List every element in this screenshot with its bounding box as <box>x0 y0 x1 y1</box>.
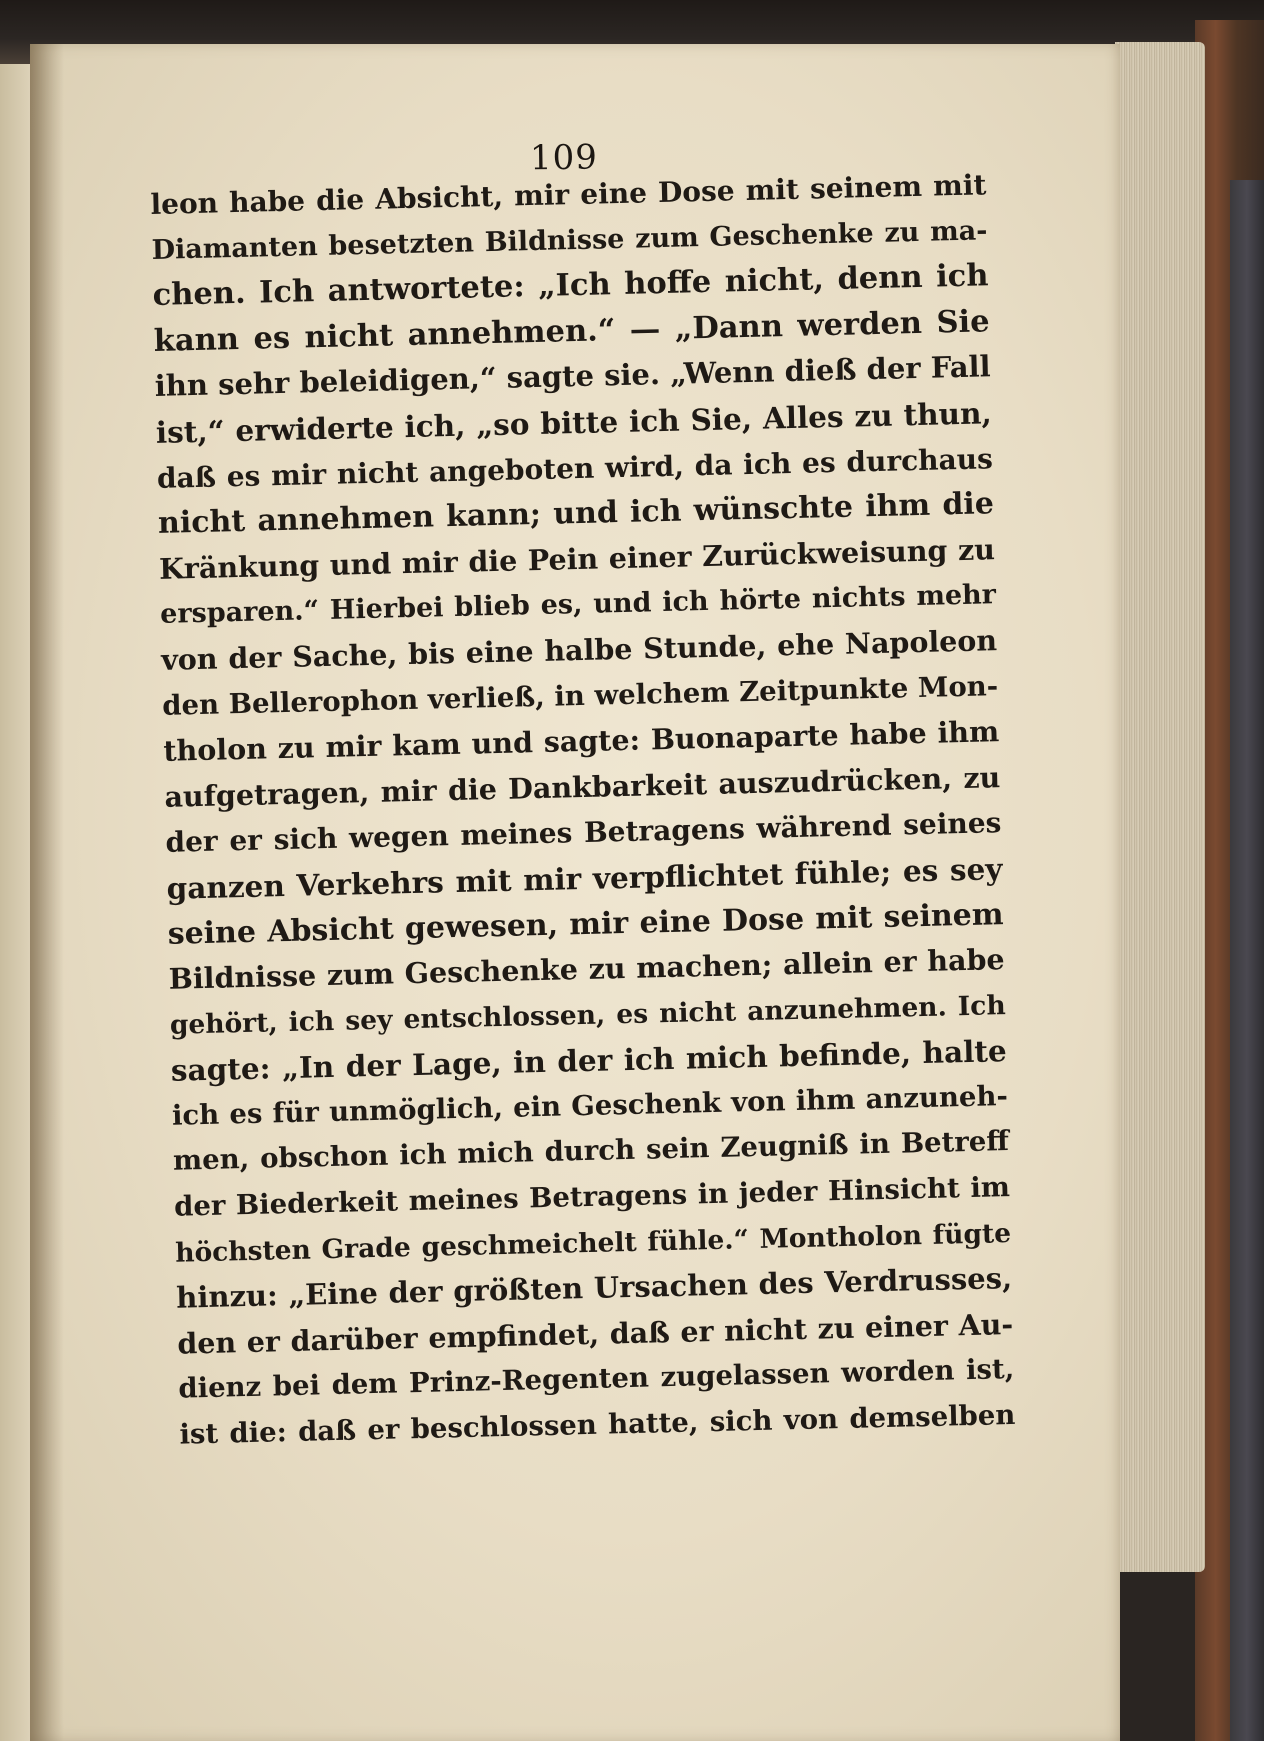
text-line: den er darüber empfindet, daß er nicht zu einer Au- <box>176 1306 1014 1361</box>
text-line: seine Absicht gewesen, mir eine Dose mit seinem <box>167 896 1004 952</box>
text-line: leon habe die Absicht, mir eine Dose mit seinem mit <box>150 168 987 221</box>
text-line: sagte: „In der Lage, in der ich mich befinde, halte <box>170 1033 1008 1089</box>
text-line: kann es nicht annehmen.“ — „Dann werden Sie <box>153 303 990 359</box>
text-line: von der Sache, bis eine halbe Stunde, ehe Napoleon <box>160 623 998 677</box>
text-line: aufgetragen, mir die Dankbarkeit auszudrücken, zu <box>164 759 1001 814</box>
text-line: ganzen Verkehrs mit mir verpflichtet fühle; es sey <box>166 851 1003 906</box>
page-number: 109 <box>529 137 599 179</box>
text-line: der er sich wegen meines Betragens während seines <box>165 806 1002 860</box>
text-line: ich es für unmöglich, ein Geschenk von ihm anzuneh- <box>171 1079 1009 1132</box>
text-line: tholon zu mir kam und sagte: Buonaparte habe ihm <box>163 714 1000 768</box>
text-line: ist die: daß er beschlossen hatte, sich von demselben <box>179 1398 1016 1451</box>
text-line: den Bellerophon verließ, in welchem Zeitpunkte Mon- <box>161 669 999 722</box>
text-line: chen. Ich antwortete: „Ich hoffe nicht, denn ich <box>152 257 989 314</box>
text-line: ihn sehr beleidigen,“ sagte sie. „Wenn dieß der Fall <box>154 349 991 404</box>
text-line: der Biederkeit meines Betragens in jeder Hinsicht im <box>173 1171 1011 1223</box>
book-cover-board <box>1230 180 1264 1741</box>
text-line: ersparen.“ Hierbei blieb es, und ich hörte nichts mehr <box>159 579 997 631</box>
text-line: Bildnisse zum Geschenke zu machen; allein er habe <box>168 942 1005 996</box>
text-line: gehört, ich sey entschlossen, es nicht anzunehmen. Ich <box>169 989 1006 1041</box>
gutter-shadow <box>30 44 64 1741</box>
text-line: hinzu: „Eine der größten Ursachen des Verdrusses, <box>175 1261 1013 1315</box>
text-line: Diamanten besetzten Bildnisse zum Geschenke zu ma- <box>151 214 988 266</box>
page-text <box>150 162 1016 1458</box>
text-line: daß es mir nicht angeboten wird, da ich es durchaus <box>156 441 994 495</box>
text-line: höchsten Grade geschmeichelt fühle.“ Montholon fügte <box>174 1217 1012 1269</box>
text-line: dienz bei dem Prinz-Regenten zugelassen worden ist, <box>178 1353 1015 1406</box>
page-block-edges <box>1115 42 1205 1572</box>
text-line: ist,“ erwiderte ich, „so bitte ich Sie, Alles zu thun, <box>155 395 993 450</box>
text-line: nicht annehmen kann; und ich wünschte ihm die <box>157 486 995 542</box>
text-line: Kränkung und mir die Pein einer Zurückweisung zu <box>158 531 996 586</box>
text-line: men, obschon ich mich durch sein Zeugniß in Betreff <box>172 1125 1010 1178</box>
